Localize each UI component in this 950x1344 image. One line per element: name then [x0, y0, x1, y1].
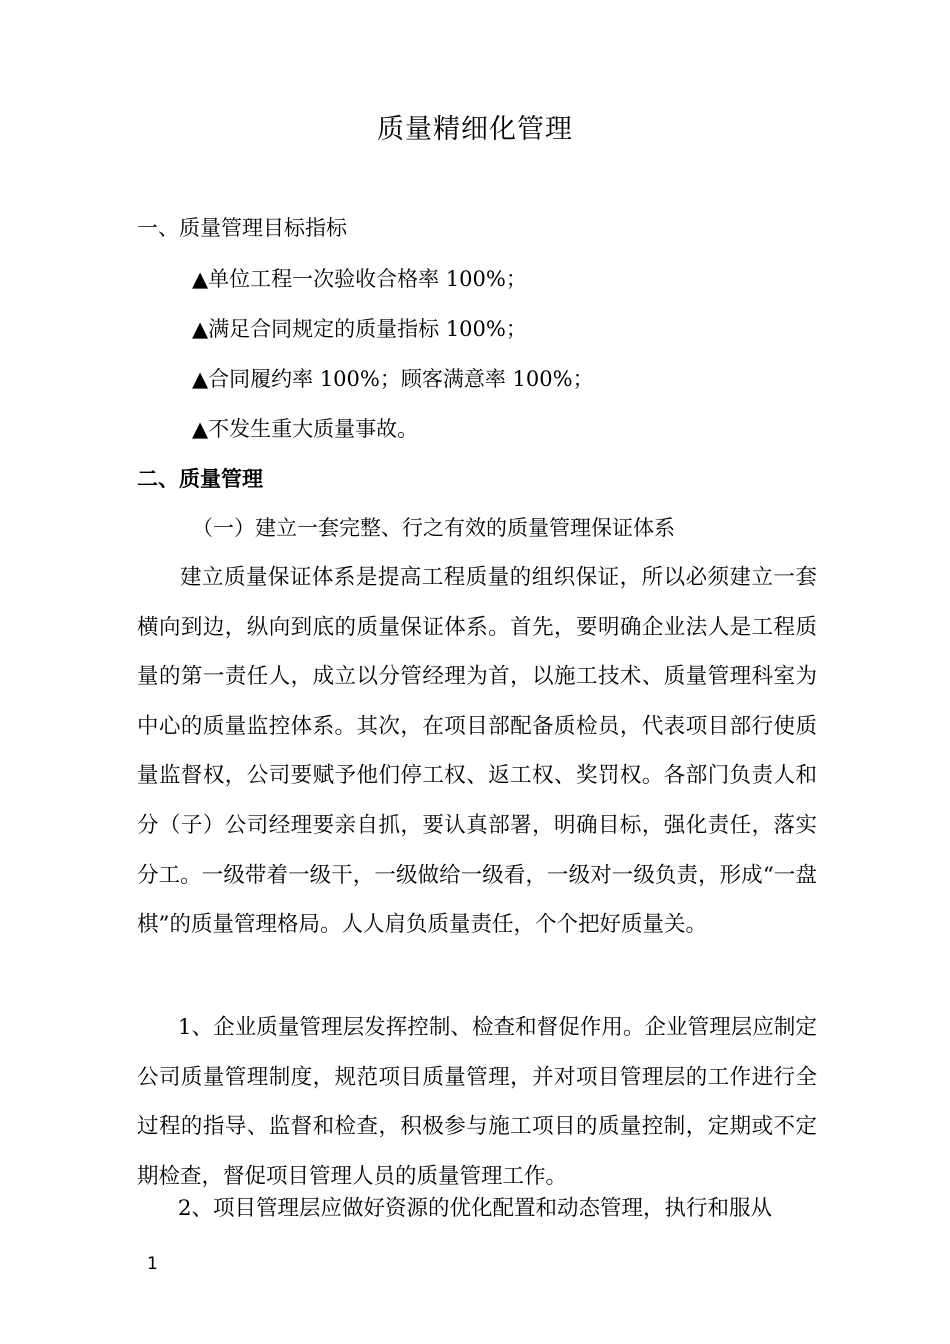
section-heading-quality-management: 二、质量管理: [137, 467, 263, 491]
body-paragraph: 1、企业质量管理层发挥控制、检查和督促作用。企业管理层应制定公司质量管理制度，规范项目质量管理，并对项目管理层的工作进行全过程的指导、监督和检查，积极参与施工项目的质量控制，定期或不定期检查，督促项目管理人员的质量管理工作。: [137, 1015, 817, 1189]
goal-bullet: ▲满足合同规定的质量指标 100%；: [192, 317, 527, 341]
page-title: 质量精细化管理: [377, 114, 573, 145]
section-heading-goals: 一、质量管理目标指标: [137, 216, 347, 240]
goal-bullet: ▲单位工程一次验收合格率 100%；: [192, 267, 527, 291]
body-paragraph: 建立质量保证体系是提高工程质量的组织保证，所以必须建立一套横向到边，纵向到底的质量保证体系。首先，要明确企业法人是工程质量的第一责任人，成立以分管经理为首，以施工技术、质量管理科室为中心的质量监控体系。其次，在项目部配备质检员，代表项目部行使质量监督权，公司要赋予他们停工权、返工权、奖罚权。各部门负责人和分（子）公司经理要亲自抓，要认真部署，明确目标，强化责任，落实分工。一级带着一级干，一级做给一级看，一级对一级负责，形成“一盘棋”的质量管理格局。人人肩负质量责任，个个把好质量关。: [137, 565, 817, 938]
goal-bullet: ▲不发生重大质量事故。: [192, 417, 419, 441]
body-paragraph: 2、项目管理层应做好资源的优化配置和动态管理，执行和服从: [177, 1196, 773, 1221]
subsection-heading: （一）建立一套完整、行之有效的质量管理保证体系: [192, 516, 675, 540]
goal-bullet: ▲合同履约率 100%；顾客满意率 100%；: [192, 367, 594, 391]
page-number: 1: [147, 1254, 158, 1274]
